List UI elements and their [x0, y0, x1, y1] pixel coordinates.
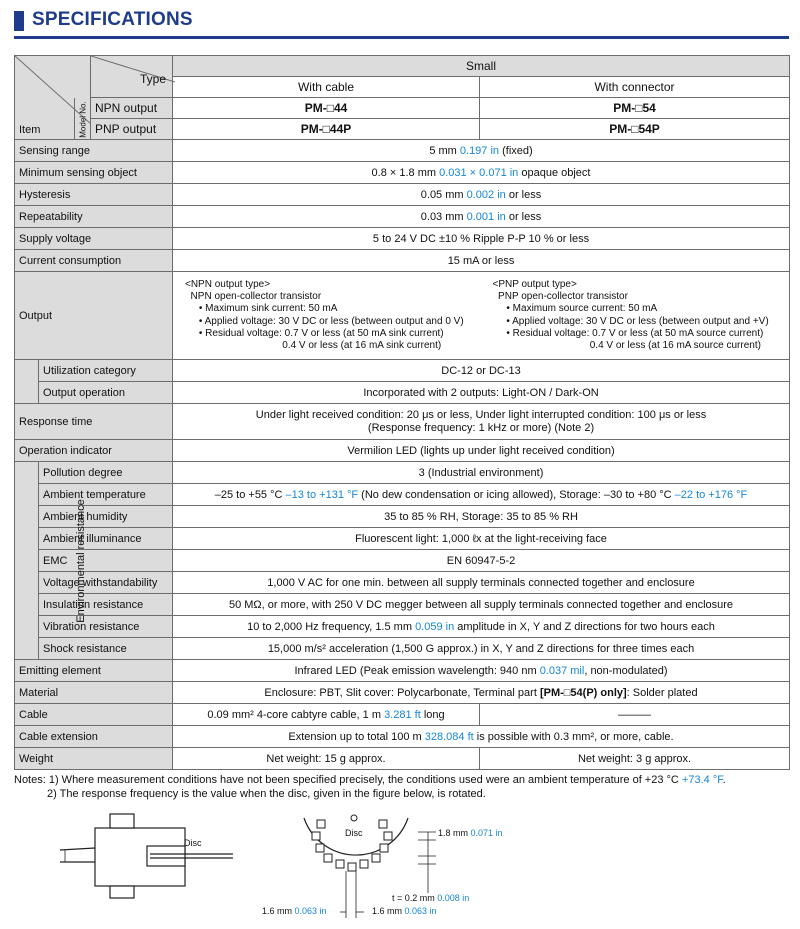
npn-output-spec: <NPN output type> NPN open-collector transistor • Maximum sink current: 50 mA • Applied voltage: 30 V DC or less (between output and 0 V) • Residual voltage: 0.7 V or less (at 50 mA sink current) 0.4 V or less (at 16 mA sink current) — [173, 272, 480, 360]
material-value: Enclosure: PBT, Slit cover: Polycarbonate, Terminal part [PM-□54(P) only]: Solder plated — [173, 682, 790, 704]
cable-row — [15, 704, 790, 726]
operation-indicator-row — [15, 440, 790, 462]
amb-temp-label: Ambient temperature — [39, 484, 173, 506]
amb-temp-value: –25 to +55 °C –13 to +131 °F (No dew condensation or icing allowed), Storage: –30 to +80 °C –22 to +176 °F — [173, 484, 790, 506]
sensor-figure — [55, 810, 235, 900]
repeatability-label: Repeatability — [15, 206, 173, 228]
disc-label-right: Disc — [345, 828, 363, 838]
vibration-row — [15, 616, 790, 638]
cable-label: Cable — [15, 704, 173, 726]
dim-1-6mm-left: 1.6 mm 0.063 in — [262, 906, 327, 916]
vibration-label: Vibration resistance — [39, 616, 173, 638]
amb-humidity-row — [15, 506, 790, 528]
hysteresis-label: Hysteresis — [15, 184, 173, 206]
emitting-value: Infrared LED (Peak emission wavelength: 940 nm 0.037 mil, non-modulated) — [173, 660, 790, 682]
pnp-output-spec: <PNP output type> PNP open-collector transistor • Maximum source current: 50 mA • Applied voltage: 30 V DC or less (between output and +V) • Residual voltage: 0.7 V or less (at 50 mA source current) 0.4 V or less (at 16 mA source current) — [480, 272, 790, 360]
current-label: Current consumption — [15, 250, 173, 272]
min-object-label: Minimum sensing object — [15, 162, 173, 184]
output-operation-row — [15, 382, 790, 404]
supply-voltage-value: 5 to 24 V DC ±10 % Ripple P-P 10 % or less — [173, 228, 790, 250]
material-row — [15, 682, 790, 704]
dim-1-8mm: 1.8 mm 0.071 in — [438, 828, 503, 838]
operation-indicator-value: Vermilion LED (lights up under light received condition) — [173, 440, 790, 462]
item-label: Item — [19, 124, 41, 136]
amb-temp-row — [15, 484, 790, 506]
insulation-value: 50 MΩ, or more, with 250 V DC megger between all supply terminals connected together and enclosure — [173, 594, 790, 616]
note-1: Notes: 1) Where measurement conditions have not been specified precisely, the conditions used were an ambient temperature of +23 °C +73.4 °F. — [14, 774, 726, 786]
npn-connector-model: PM-□54 — [480, 98, 790, 119]
cable-value: 0.09 mm² 4-core cabtyre cable, 1 m 3.281 ft long — [173, 704, 480, 726]
current-value: 15 mA or less — [173, 250, 790, 272]
response-time-label: Response time — [15, 404, 173, 440]
shock-value: 15,000 m/s² acceleration (1,500 G approx.) in X, Y and Z directions for three times each — [173, 638, 790, 660]
shock-label: Shock resistance — [39, 638, 173, 660]
notes — [14, 773, 726, 801]
pollution-label: Pollution degree — [39, 462, 173, 484]
cable-connector-value: ——— — [480, 704, 790, 726]
weight-label: Weight — [15, 748, 173, 770]
shock-row — [15, 638, 790, 660]
pnp-connector-model: PM-□54P — [480, 119, 790, 140]
voltage-withstand-row — [15, 572, 790, 594]
emc-value: EN 60947-5-2 — [173, 550, 790, 572]
pnp-cable-model: PM-□44P — [173, 119, 480, 140]
sensing-range-row — [15, 140, 790, 162]
output-operation-label: Output operation — [39, 382, 173, 404]
pnp-output-label: PNP output — [91, 119, 173, 140]
weight-connector-value: Net weight: 3 g approx. — [480, 748, 790, 770]
note-2: 2) The response frequency is the value when the disc, given in the figure below, is rotated. — [47, 788, 486, 800]
disc-label-left: Disc — [184, 838, 202, 848]
sensing-range-label: Sensing range — [15, 140, 173, 162]
model-no-cell — [74, 98, 91, 140]
response-time-row — [15, 404, 790, 440]
min-object-value: 0.8 × 1.8 mm 0.031 × 0.071 in opaque object — [173, 162, 790, 184]
amb-humidity-value: 35 to 85 % RH, Storage: 35 to 85 % RH — [173, 506, 790, 528]
amb-illuminance-value: Fluorescent light: 1,000 ℓx at the light-receiving face — [173, 528, 790, 550]
voltage-withstand-value: 1,000 V AC for one min. between all supply terminals connected together and enclosure — [173, 572, 790, 594]
npn-row — [15, 98, 790, 119]
section-title-bar — [14, 8, 789, 39]
emc-row — [15, 550, 790, 572]
pollution-value: 3 (Industrial environment) — [173, 462, 790, 484]
emitting-label: Emitting element — [15, 660, 173, 682]
with-connector-header: With connector — [480, 77, 790, 98]
env-resistance-label: Environmental resistance — [74, 498, 87, 623]
cable-ext-label: Cable extension — [15, 726, 173, 748]
vibration-value: 10 to 2,000 Hz frequency, 1.5 mm 0.059 in amplitude in X, Y and Z directions for two hours each — [173, 616, 790, 638]
hysteresis-value: 0.05 mm 0.002 in or less — [173, 184, 790, 206]
type-label: Type — [139, 72, 166, 86]
amb-humidity-label: Ambient humidity — [39, 506, 173, 528]
pollution-row — [15, 462, 790, 484]
output-sub-indent — [15, 360, 39, 404]
spec-table — [14, 55, 790, 770]
voltage-withstand-label: Voltage withstandability — [39, 572, 173, 594]
hysteresis-row — [15, 184, 790, 206]
type-label-cell — [91, 56, 173, 98]
repeatability-value: 0.03 mm 0.001 in or less — [173, 206, 790, 228]
emitting-row — [15, 660, 790, 682]
model-no-label: Model No. — [78, 100, 88, 138]
npn-output-label: NPN output — [91, 98, 173, 119]
insulation-row — [15, 594, 790, 616]
emc-label: EMC — [39, 550, 173, 572]
insulation-label: Insulation resistance — [39, 594, 173, 616]
output-operation-value: Incorporated with 2 outputs: Light-ON / Dark-ON — [173, 382, 790, 404]
sensing-range-value: 5 mm 0.197 in (fixed) — [173, 140, 790, 162]
min-object-row — [15, 162, 790, 184]
output-label: Output — [15, 272, 173, 360]
small-header: Small — [173, 56, 790, 77]
repeatability-row — [15, 206, 790, 228]
supply-voltage-label: Supply voltage — [15, 228, 173, 250]
weight-cable-value: Net weight: 15 g approx. — [173, 748, 480, 770]
cable-ext-value: Extension up to total 100 m 328.084 ft is possible with 0.3 mm², or more, cable. — [173, 726, 790, 748]
title-marker — [14, 11, 24, 31]
npn-cable-model: PM-□44 — [173, 98, 480, 119]
weight-row — [15, 748, 790, 770]
dim-1-6mm-right: 1.6 mm 0.063 in — [372, 906, 437, 916]
operation-indicator-label: Operation indicator — [15, 440, 173, 462]
material-label: Material — [15, 682, 173, 704]
page-title: SPECIFICATIONS — [32, 9, 193, 30]
utilization-label: Utilization category — [39, 360, 173, 382]
cable-ext-row — [15, 726, 790, 748]
supply-voltage-row — [15, 228, 790, 250]
header-row-1 — [15, 56, 790, 77]
utilization-row — [15, 360, 790, 382]
amb-illuminance-row — [15, 528, 790, 550]
response-time-value: Under light received condition: 20 μs or less, Under light interrupted condition: 100 μs or less (Response frequency: 1 kHz or more) (Note 2) — [173, 404, 790, 440]
pnp-row — [15, 119, 790, 140]
amb-illuminance-label: Ambient illuminance — [39, 528, 173, 550]
dim-thickness: t = 0.2 mm 0.008 in — [392, 893, 470, 903]
output-row — [15, 272, 790, 360]
utilization-value: DC-12 or DC-13 — [173, 360, 790, 382]
with-cable-header: With cable — [173, 77, 480, 98]
current-row — [15, 250, 790, 272]
